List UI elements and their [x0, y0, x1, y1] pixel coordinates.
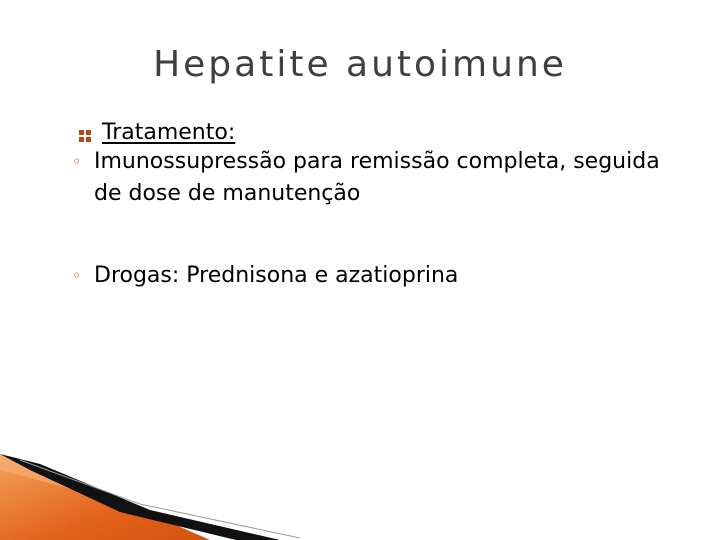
subitem: [72, 146, 692, 210]
subitem-marker: ◦: [72, 152, 82, 171]
decorative-corner-swoosh: [0, 440, 300, 540]
subitem-marker: ◦: [72, 266, 82, 285]
ornament-bullet-icon: [78, 129, 92, 143]
bullet-label: Tratamento:: [102, 120, 236, 145]
subitem-text: Drogas: Prednisona e azatioprina: [94, 263, 459, 288]
subitem-text: Imunossupressão para remissão completa, seguida de dose de manutenção: [94, 149, 660, 206]
subitem: [72, 260, 692, 292]
slide-title: Hepatite autoimune: [153, 44, 567, 85]
